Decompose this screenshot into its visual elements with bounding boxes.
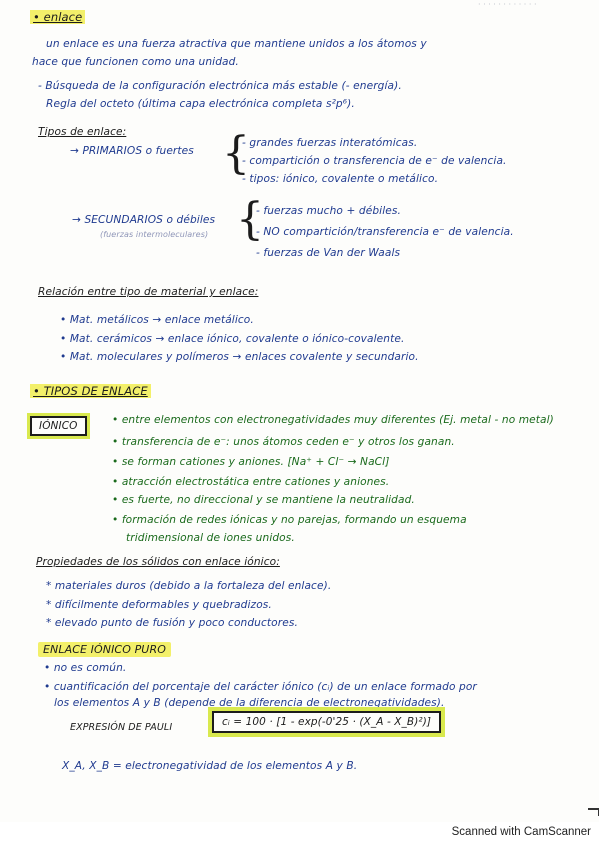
propiedades-item-1: * materiales duros (debido a la fortaleza del enlace). [46,580,332,592]
secundarios-sub: (fuerzas intermoleculares) [100,230,209,239]
primarios-item-3: - tipos: iónico, covalente o metálico. [242,173,439,185]
puro-item-3: los elementos A y B (depende de la diferencia de electronegatividades). [54,697,445,709]
ionico-box: IÓNICO [30,416,87,436]
puro-item-1: • no es común. [44,662,127,674]
intro-line-4: Regla del octeto (última capa electrónica completa s²p⁶). [46,98,355,110]
propiedades-heading: Propiedades de los sólidos con enlace iónico: [36,556,280,568]
electroneg-note: X_A, X_B = electronegatividad de los elementos A y B. [62,760,358,772]
title-text: • enlace [30,10,85,24]
primarios-label: → PRIMARIOS o fuertes [70,145,194,157]
scanner-watermark: Scanned with CamScanner [451,826,591,838]
corner-mark [588,808,599,816]
relacion-item-1: • Mat. metálicos → enlace metálico. [60,314,254,326]
puro-item-2: • cuantificación del porcentaje del carácter iónico (cᵢ) de un enlace formado por [44,681,477,693]
primarios-brace: { [222,128,250,179]
propiedades-item-2: * difícilmente deformables y quebradizos. [46,599,272,611]
ionico-item-6: • formación de redes iónicas y no parejas, formando un esquema [112,514,467,526]
puro-heading: ENLACE IÓNICO PURO [38,642,171,657]
primarios-item-1: - grandes fuerzas interatómicas. [242,137,418,149]
propiedades-item-3: * elevado punto de fusión y poco conductores. [46,617,298,629]
primarios-item-2: - compartición o transferencia de e⁻ de valencia. [242,155,507,167]
secundarios-item-1: - fuerzas mucho + débiles. [256,205,401,217]
ionico-item-4: • atracción electrostática entre cationes y aniones. [112,476,390,488]
relacion-item-2: • Mat. cerámicos → enlace iónico, covalente o iónico-covalente. [60,333,405,345]
scan-smudge: · · · · · · · · · · · · [478,0,537,9]
tipos-enlace-heading-text: • TIPOS DE ENLACE [30,384,151,398]
tipos-heading: Tipos de enlace: [38,126,127,138]
intro-line-2: hace que funcionen como una unidad. [32,56,239,68]
secundarios-item-2: - NO compartición/transferencia e⁻ de valencia. [256,226,514,238]
relacion-item-3: • Mat. moleculares y polímeros → enlaces covalente y secundario. [60,351,419,363]
pauli-formula: cᵢ = 100 · [1 - exp(-0'25 · (X_A - X_B)²)] [212,711,441,733]
secundarios-brace: { [236,194,264,245]
ionico-item-1: • entre elementos con electronegatividades muy diferentes (Ej. metal - no metal) [112,414,554,426]
intro-line-3: - Búsqueda de la configuración electrónica más estable (- energía). [38,80,402,92]
ionico-item-7: tridimensional de iones unidos. [126,532,295,544]
pauli-label: EXPRESIÓN DE PAULI [70,722,173,733]
secundarios-item-3: - fuerzas de Van der Waals [256,247,401,259]
page-title [30,10,85,24]
ionico-item-3: • se forman cationes y aniones. [Na⁺ + Cl⁻ → NaCl] [112,456,390,468]
ionico-item-2: • transferencia de e⁻: unos átomos ceden e⁻ y otros los ganan. [112,436,455,448]
secundarios-label: → SECUNDARIOS o débiles [72,214,216,226]
tipos-enlace-heading [30,384,151,398]
ionico-item-5: • es fuerte, no direccional y se mantiene la neutralidad. [112,494,415,506]
relacion-heading: Relación entre tipo de material y enlace: [38,286,259,298]
intro-line-1: un enlace es una fuerza atractiva que mantiene unidos a los átomos y [46,38,427,50]
